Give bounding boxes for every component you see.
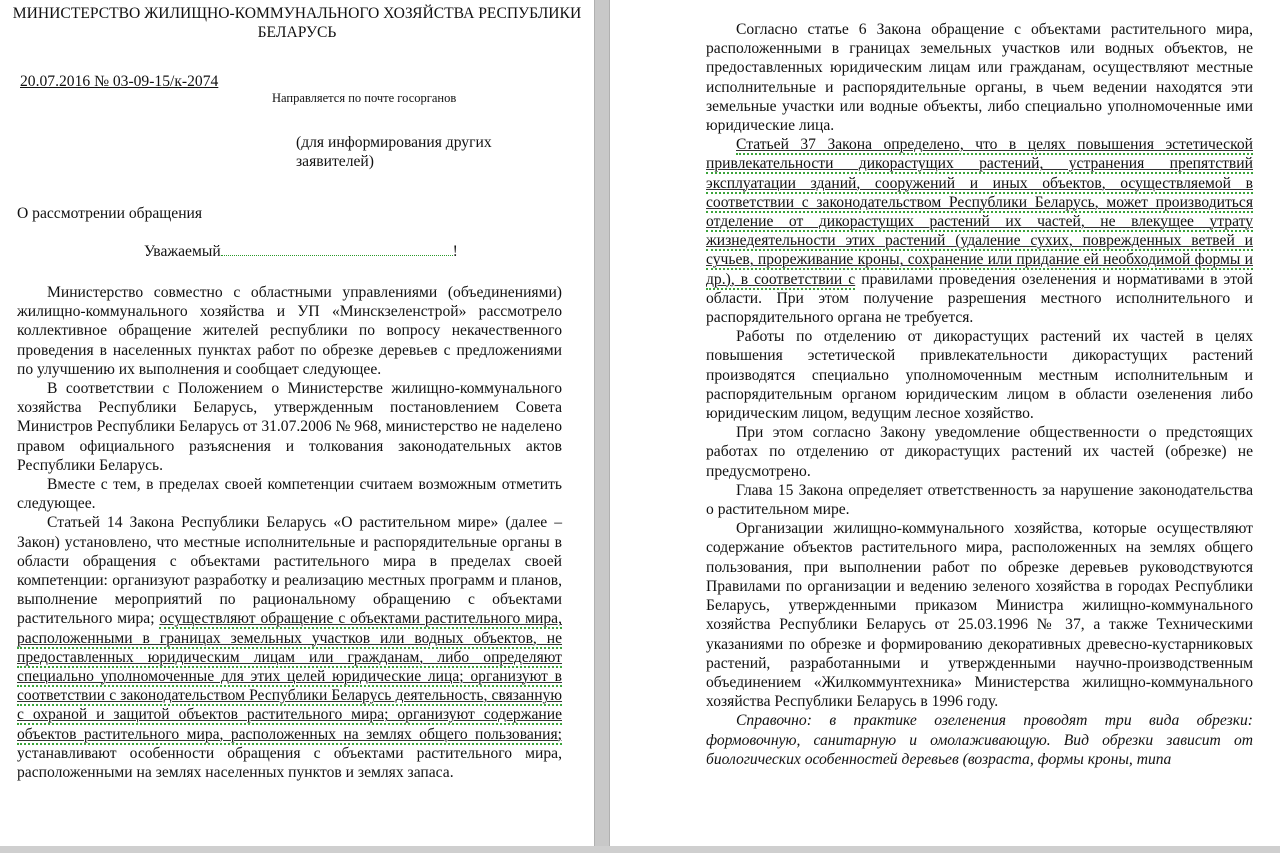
greeting-end: !: [452, 243, 458, 260]
ministry-header: МИНИСТЕРСТВО ЖИЛИЩНО-КОММУНАЛЬНОГО ХОЗЯЙСТВА РЕСПУБЛИКИ БЕЛАРУСЬ: [12, 5, 582, 41]
subject-line: О рассмотрении обращения: [17, 205, 203, 222]
paragraph: При этом согласно Закону уведомление общественности о предстоящих работах по отделению от дикорастущих растений их частей (обрезке) не предусмотрено.: [706, 424, 1253, 480]
grammar-underlined-text: Статьей 37 Закона определено, что в целях повышения эстетической привлекательности дикорастущих растений, устранения препятствий эксплуатации зданий, сооружений и иных объектов, осуществляемой в соответствии с законодательством Республики Беларусь, может производиться отделение от дикорастущих растений их частей, не влекущее утрату жизнедеятельности этих растений (удаление сухих, поврежденных ветвей и сучьев, прореживание кроны, сохранение или придание ей необходимой формы и др.), в соответствии с: [706, 136, 1253, 288]
paragraph: В соответствии с Положением о Министерстве жилищно-коммунального хозяйства Республики Беларусь, утвержденным постановлением Совета Министров Республики Беларусь от 31.07.2006 № 968, министерство не наделено правом официального разъяснения и толкования законодательных актов Республики Беларусь.: [17, 380, 562, 474]
paragraph: [706, 135, 1253, 327]
paragraph: Министерство совместно с областными управлениями (объединениями) жилищно-коммунального хозяйства и УП «Минскзеленстрой» рассмотрело коллективное обращение жителей республики по вопросу некачественного проведения в населенных пунктах работ по обрезке деревьев с предложениями по улучшению их выполнения и сообщает следующее.: [17, 284, 562, 378]
info-note: (для информирования других заявителей): [296, 134, 492, 170]
paragraph: Согласно статье 6 Закона обращение с объектами растительного мира, расположенными в границах земельных участков или водных объектов, не предоставленных юридическим лицам или гражданам, осуществляют местные исполнительные и распорядительные органы, в чьем ведении находятся эти земельные участки или водные объекты, либо специально уполномоченные ими юридические лица.: [706, 21, 1253, 135]
registration-number: 20.07.2016 № 03-09-15/к-2074: [20, 73, 219, 90]
paragraph-text: Статьей 14 Закона Республики Беларусь «О растительном мире» (далее – Закон) установлено, что местные исполнительные и распорядительные органы в области обращения с объектами растительного мира в пределах своей компетенции: организуют разработку и реализацию местных программ и планов, выполнение мероприятий по рациональному обращению с объектами растительного мира;: [17, 514, 562, 628]
name-blank: [221, 243, 453, 256]
paragraph: [17, 513, 562, 782]
grammar-underlined-text: осуществляют обращение с объектами растительного мира, расположенными в границах земельных участков или водных объектов, не предоставленных юридическим лицам или гражданам, либо определяют специально уполномоченные для этих целей юридические лица; организуют в соответствии с законодательством Республики Беларусь деятельность, связанную с охраной и защитой объектов растительного мира; организуют содержание объектов растительного мира, расположенных на землях общего пользования;: [17, 610, 562, 743]
page-right: [610, 0, 1280, 853]
left-body: [17, 283, 562, 782]
paragraph: Работы по отделению от дикорастущих растений их частей в целях повышения эстетической привлекательности дикорастущих растений производятся специально уполномоченным местным исполнительным и распорядительным органом юридическим лицом в области озеленения либо юридическим лицом, ведущим лесное хозяйство.: [706, 328, 1253, 423]
greeting-word: Уважаемый: [144, 243, 221, 260]
greeting: [144, 243, 458, 261]
bottom-edge: [0, 846, 1280, 853]
right-body: [706, 20, 1253, 769]
paragraph-text: правилами проведения озеленения и нормативами в этой области. При этом получение разрешения местного исполнительного и распорядительного органа не требуется.: [706, 270, 1254, 327]
paragraph: Организации жилищно-коммунального хозяйства, которые осуществляют содержание объектов растительного мира, расположенных на землях общего пользования, при выполнении работ по обрезке деревьев руководствуются Правилами по организации и ведению зеленого хозяйства в городах Республики Беларусь, утвержденными приказом Министра жилищно-коммунального хозяйства Республики Беларусь от 25.03.1996 № 37, а также Техническими указаниями по обрезке и формированию декоративных древесно-кустарниковых растений, разработанными и утвержденными научно-производственным объединением «Жилкоммунтехника» Министерства жилищно-коммунального хозяйства Республики Беларусь в 1996 году.: [706, 520, 1253, 711]
paragraph: Вместе с тем, в пределах своей компетенции считаем возможным отметить следующее.: [17, 476, 562, 513]
reference-paragraph: Справочно: в практике озеленения проводят три вида обрезки: формовочную, санитарную и омолаживающую. Вид обрезки зависит от биологических особенностей деревьев (возраста, формы кроны, типа: [706, 712, 1253, 768]
paragraph: Глава 15 Закона определяет ответственность за нарушение законодательства о растительном мире.: [706, 481, 1253, 519]
sent-note: Направляется по почте госорганов: [272, 91, 457, 105]
page-gutter: [594, 0, 610, 853]
paragraph-text: устанавливают особенности обращения с объектами растительного мира, расположенными на землях населенных пунктов и землях запаса.: [17, 744, 562, 782]
page-left: [0, 0, 594, 853]
